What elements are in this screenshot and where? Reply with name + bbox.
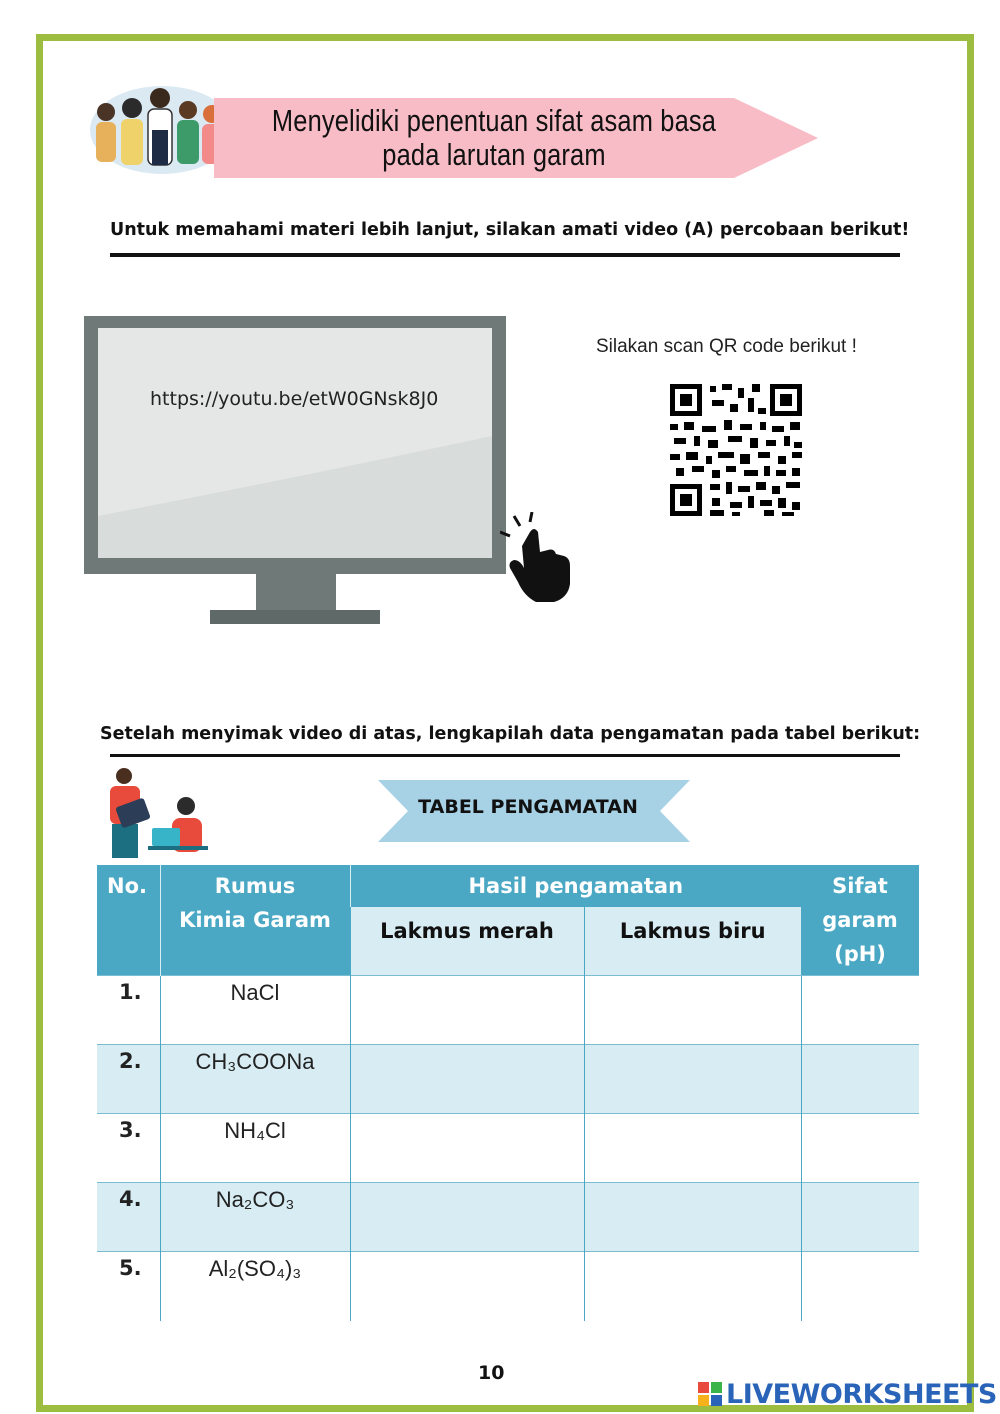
row-number: 1. bbox=[97, 976, 160, 1045]
red-litmus-cell[interactable] bbox=[350, 1114, 584, 1183]
row-number: 5. bbox=[97, 1252, 160, 1321]
students-illustration bbox=[84, 70, 234, 178]
blue-litmus-cell[interactable] bbox=[584, 976, 801, 1045]
property-cell[interactable] bbox=[801, 1114, 919, 1183]
table-row bbox=[97, 1183, 919, 1252]
page-title bbox=[264, 104, 723, 172]
liveworksheets-brand bbox=[698, 1377, 997, 1411]
table-row bbox=[97, 1114, 919, 1183]
blue-litmus-cell[interactable] bbox=[584, 1114, 801, 1183]
row-formula: CH₃COONa bbox=[160, 1045, 350, 1114]
divider-line bbox=[110, 253, 900, 257]
row-formula: NaCl bbox=[160, 976, 350, 1045]
red-litmus-cell[interactable] bbox=[350, 1045, 584, 1114]
property-cell[interactable] bbox=[801, 1045, 919, 1114]
row-number: 2. bbox=[97, 1045, 160, 1114]
property-cell[interactable] bbox=[801, 976, 919, 1045]
observation-table bbox=[97, 865, 919, 1321]
header-property bbox=[801, 865, 919, 976]
liveworksheets-logo-icon bbox=[698, 1382, 722, 1406]
blue-litmus-cell[interactable] bbox=[584, 1252, 801, 1321]
table-instruction: Setelah menyimak video di atas, lengkapilah data pengamatan pada tabel berikut: bbox=[100, 724, 921, 744]
header-blue-litmus: Lakmus biru bbox=[584, 907, 801, 975]
red-litmus-cell[interactable] bbox=[350, 976, 584, 1045]
pointing-hand-icon bbox=[500, 512, 580, 608]
blue-litmus-cell[interactable] bbox=[584, 1045, 801, 1114]
header-formula-line-1: Rumus bbox=[214, 874, 296, 898]
header-property-line-1: Sifat bbox=[832, 874, 888, 898]
table-row bbox=[97, 976, 919, 1045]
header-red-litmus: Lakmus merah bbox=[350, 907, 584, 975]
header-property-line-2: garam bbox=[822, 908, 898, 932]
blue-litmus-cell[interactable] bbox=[584, 1183, 801, 1252]
row-formula: Al₂(SO₄)₃ bbox=[160, 1252, 350, 1321]
qr-instruction: Silakan scan QR code berikut ! bbox=[596, 336, 857, 357]
header-observation: Hasil pengamatan bbox=[350, 865, 801, 907]
video-instruction: Untuk memahami materi lebih lanjut, silakan amati video (A) percobaan berikut! bbox=[110, 220, 910, 240]
title-line-1: Menyelidiki penentuan sifat asam basa bbox=[271, 103, 717, 138]
header-formula bbox=[160, 865, 350, 976]
red-litmus-cell[interactable] bbox=[350, 1252, 584, 1321]
header-formula-line-2: Kimia Garam bbox=[179, 908, 331, 932]
title-line-2: pada larutan garam bbox=[382, 137, 606, 172]
property-cell[interactable] bbox=[801, 1252, 919, 1321]
table-row bbox=[97, 1045, 919, 1114]
page-number: 10 bbox=[478, 1362, 505, 1384]
row-number: 3. bbox=[97, 1114, 160, 1183]
qr-code-icon[interactable] bbox=[668, 382, 804, 518]
brand-name: LIVEWORKSHEETS bbox=[726, 1378, 997, 1410]
divider-line bbox=[110, 754, 900, 757]
red-litmus-cell[interactable] bbox=[350, 1183, 584, 1252]
table-row bbox=[97, 1252, 919, 1321]
teacher-student-illustration bbox=[86, 766, 216, 860]
row-formula: NH₄Cl bbox=[160, 1114, 350, 1183]
monitor-illustration bbox=[84, 316, 508, 626]
row-number: 4. bbox=[97, 1183, 160, 1252]
title-banner bbox=[214, 98, 818, 178]
table-title: TABEL PENGAMATAN bbox=[418, 796, 638, 818]
property-cell[interactable] bbox=[801, 1183, 919, 1252]
header-property-line-3: (pH) bbox=[834, 942, 886, 966]
header-no: No. bbox=[97, 865, 160, 976]
video-url-link[interactable]: https://youtu.be/etW0GNsk8J0 bbox=[150, 388, 439, 410]
row-formula: Na₂CO₃ bbox=[160, 1183, 350, 1252]
